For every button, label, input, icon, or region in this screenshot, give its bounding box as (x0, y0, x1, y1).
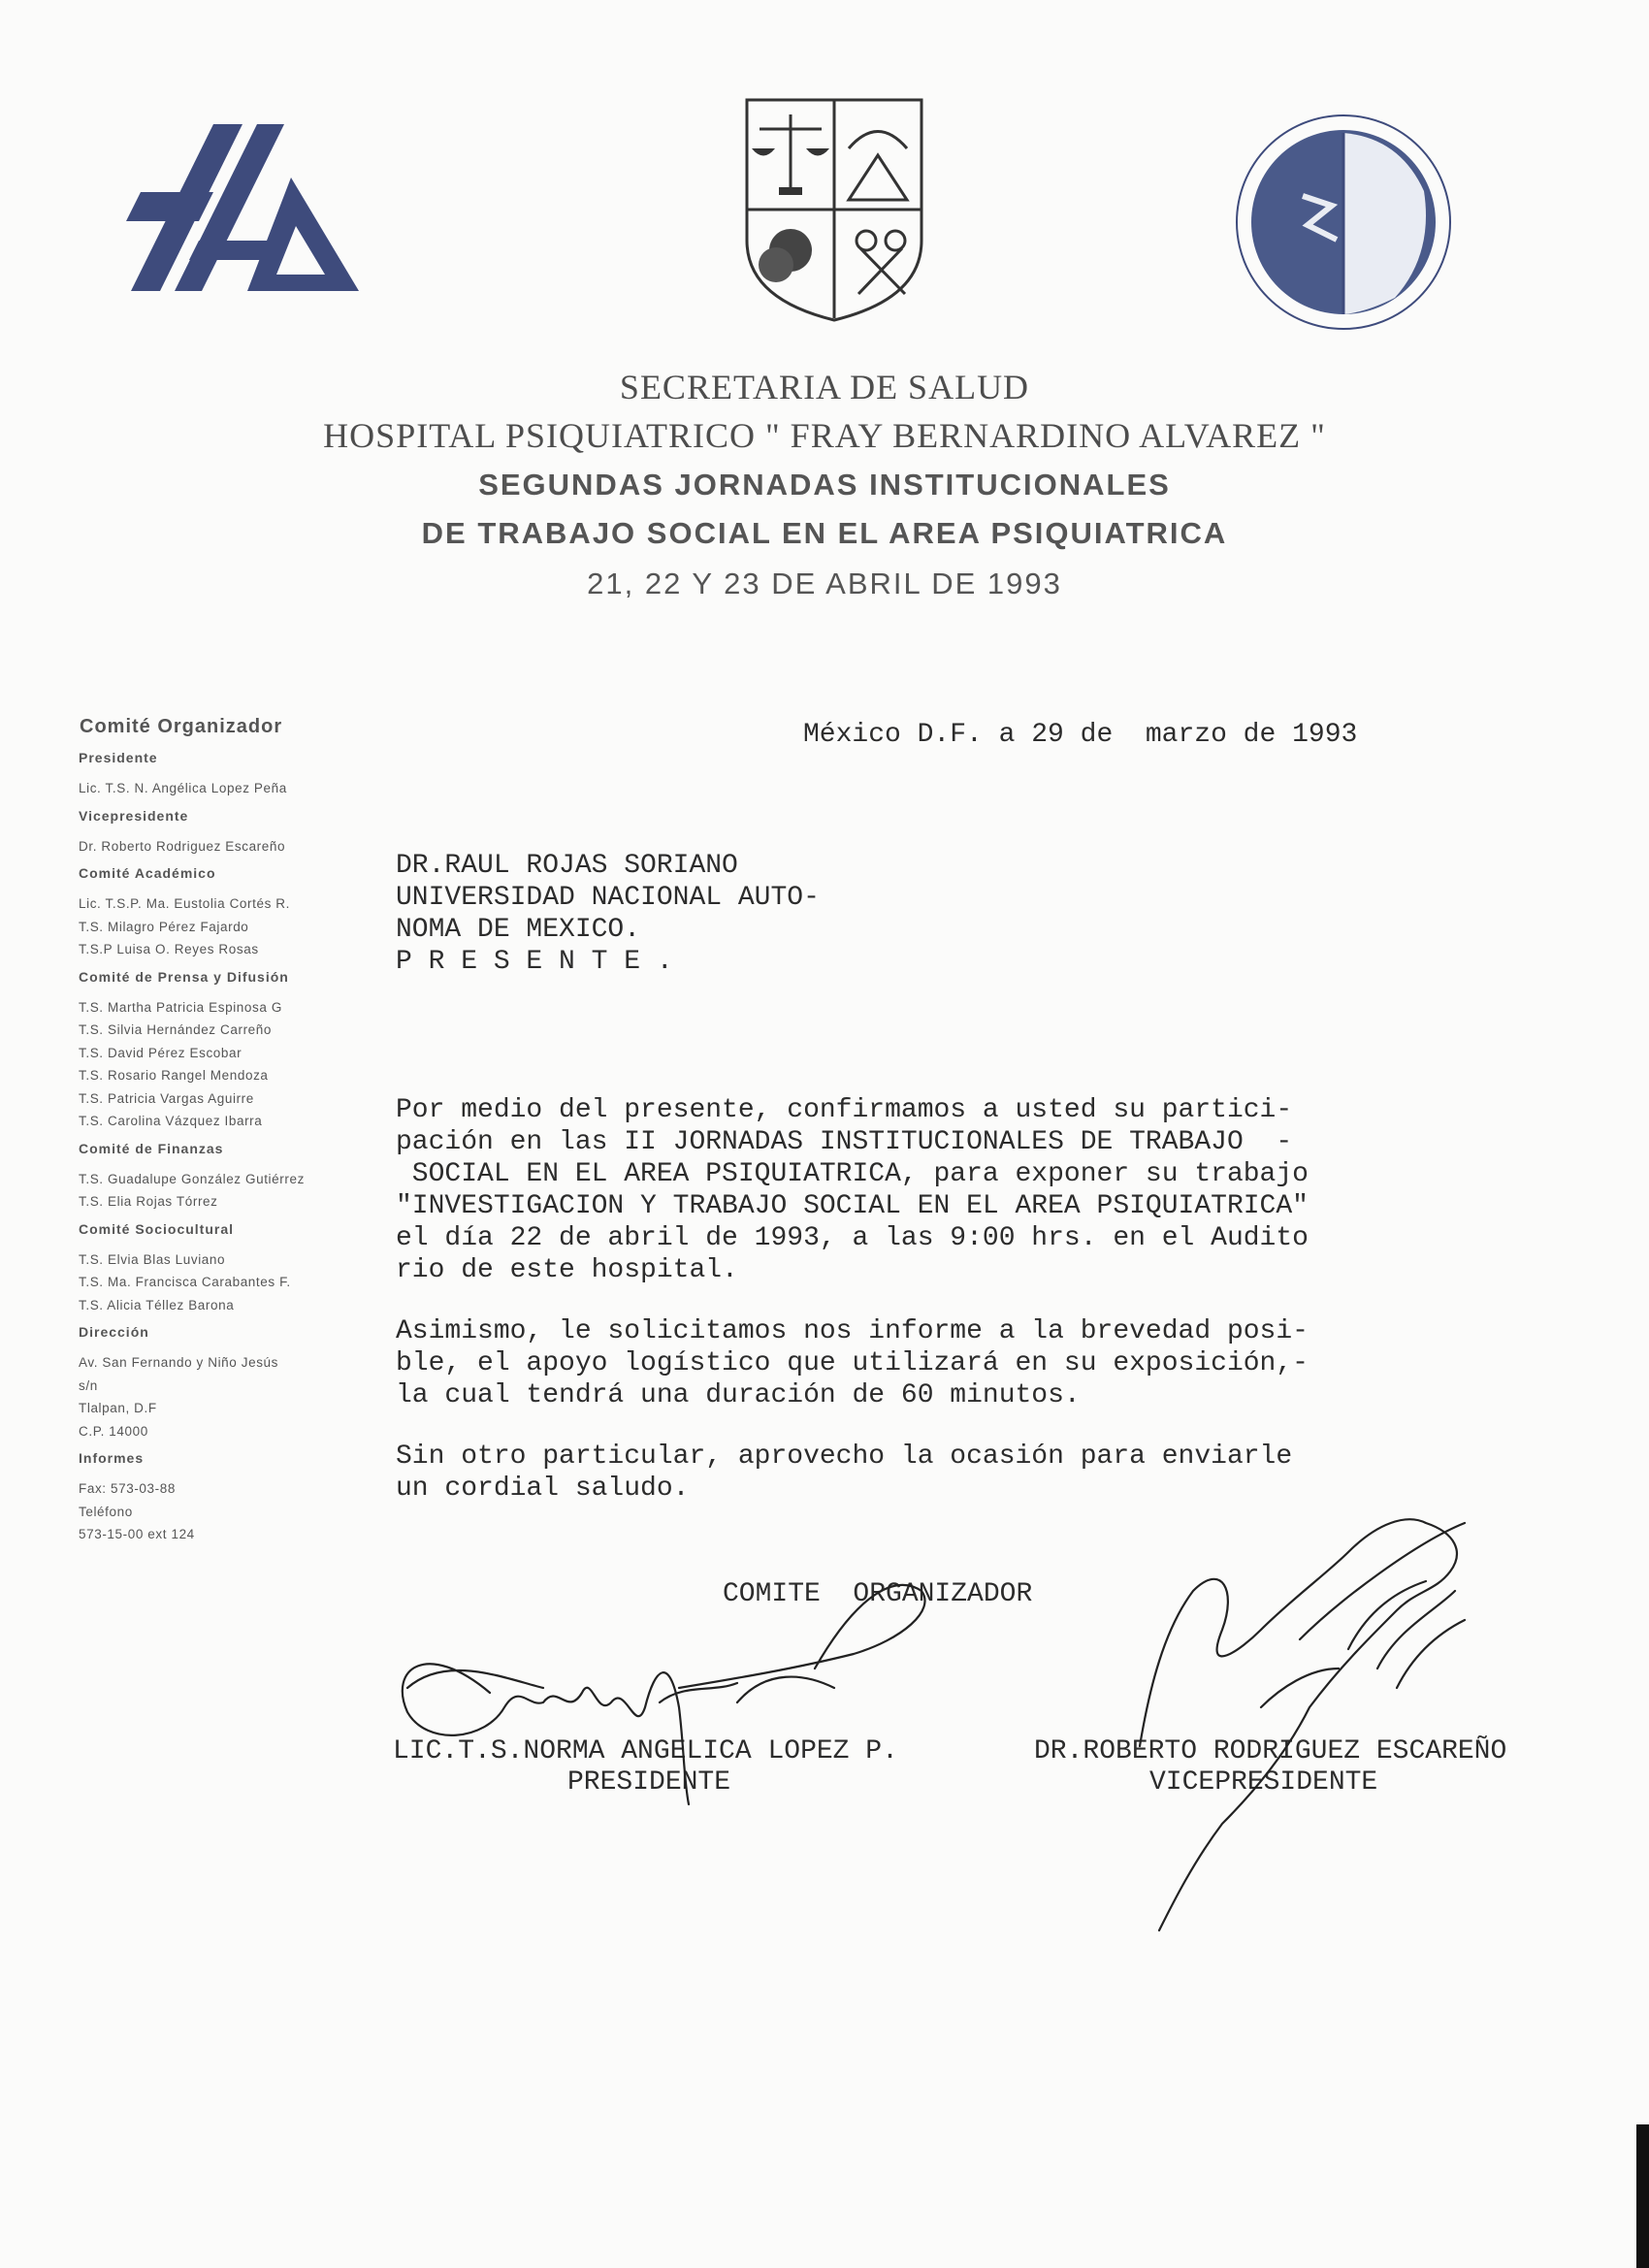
committee-member: Teléfono (79, 1504, 133, 1519)
committee-member: C.P. 14000 (79, 1423, 148, 1439)
letter-body (396, 1094, 1309, 1534)
letterhead-event-dates: 21, 22 Y 23 DE ABRIL DE 1993 (587, 567, 1062, 600)
committee-member: T.S. Elvia Blas Luviano (79, 1251, 226, 1267)
hospital-seal-logo (1230, 109, 1458, 337)
committee-member: T.S. Silvia Hernández Carreño (79, 1022, 272, 1037)
signer-left-name: LIC.T.S.NORMA ANGELICA LOPEZ P. (393, 1736, 898, 1766)
recipient-block (396, 850, 820, 978)
recipient-line: P R E S E N T E . (396, 947, 673, 977)
committee-member: T.S. Ma. Francisca Carabantes F. (79, 1275, 291, 1289)
committee-member: Lic. T.S.P. Ma. Eustolia Cortés R. (79, 896, 290, 911)
committee-section-title: Comité Sociocultural (79, 1220, 235, 1237)
committee-member: Av. San Fernando y Niño Jesús (79, 1355, 279, 1370)
committee-member: T.S. Patricia Vargas Aguirre (79, 1090, 254, 1106)
body-paragraph (396, 1094, 1309, 1286)
committee-section-title: Comité de Finanzas (79, 1140, 224, 1156)
committee-member: T.S. Milagro Pérez Fajardo (79, 919, 249, 934)
body-line: un cordial saludo. (396, 1474, 690, 1504)
committee-member: 573-15-00 ext 124 (79, 1527, 195, 1541)
committee-member: Tlalpan, D.F (79, 1401, 157, 1415)
committee-member: T.S. Guadalupe González Gutiérrez (79, 1171, 305, 1186)
committee-member: Dr. Roberto Rodriguez Escareño (79, 838, 286, 854)
committee-section (76, 808, 386, 859)
body-paragraph (396, 1315, 1309, 1411)
closing-committee: COMITE ORGANIZADOR (723, 1579, 1033, 1609)
signer-left-title: PRESIDENTE (567, 1767, 731, 1798)
body-line: SOCIAL EN EL AREA PSIQUIATRICA, para exponer su trabajo (396, 1159, 1309, 1189)
committee-member: T.S.P Luisa O. Reyes Rosas (79, 942, 259, 956)
body-line: la cual tendrá una duración de 60 minutos. (396, 1380, 1081, 1410)
letterhead-event-title: SEGUNDAS JORNADAS INSTITUCIONALES (478, 468, 1171, 502)
hospital-shield-logo (742, 95, 926, 323)
committee-section-title: Informes (79, 1450, 145, 1466)
committee-member: Lic. T.S. N. Angélica Lopez Peña (79, 781, 287, 795)
committee-section (76, 969, 386, 1133)
committee-member: Fax: 573-03-88 (79, 1481, 176, 1496)
body-paragraph (396, 1441, 1309, 1505)
committee-member: T.S. Martha Patricia Espinosa G (79, 999, 282, 1015)
letterhead-hospital: HOSPITAL PSIQUIATRICO " FRAY BERNARDINO ALVAREZ " (323, 416, 1326, 455)
committee-section (76, 1221, 386, 1317)
letter-date: México D.F. a 29 de marzo de 1993 (803, 720, 1358, 750)
committee-section-title: Vicepresidente (79, 807, 189, 824)
body-line: "INVESTIGACION Y TRABAJO SOCIAL EN EL AREA PSIQUIATRICA" (396, 1191, 1309, 1221)
body-line: rio de este hospital. (396, 1255, 738, 1285)
committee-section (76, 865, 386, 961)
committee-section-title: Comité Académico (79, 865, 216, 881)
signer-right-name: DR.ROBERTO RODRIGUEZ ESCAREÑO (1034, 1736, 1507, 1766)
body-line: ble, el apoyo logístico que utilizará en su exposición,- (396, 1348, 1309, 1378)
committee-member: T.S. Alicia Téllez Barona (79, 1297, 235, 1312)
body-line: el día 22 de abril de 1993, a las 9:00 hrs. en el Audito (396, 1223, 1309, 1253)
committee-section (76, 1324, 386, 1442)
committee-section (76, 1141, 386, 1214)
committee-section (76, 1450, 386, 1546)
committee-section-title: Dirección (79, 1324, 149, 1340)
committee-member: s/n (79, 1377, 98, 1393)
ssa-logo (121, 124, 359, 291)
committee-section-title: Comité de Prensa y Difusión (79, 968, 289, 985)
letterhead-ministry: SECRETARIA DE SALUD (619, 368, 1030, 406)
committee-title: Comité Organizador (80, 716, 283, 737)
committee-member: T.S. Carolina Vázquez Ibarra (79, 1114, 263, 1128)
signature-right (1140, 1519, 1465, 1930)
committee-member: T.S. Elia Rojas Tórrez (79, 1194, 218, 1209)
body-line: pación en las II JORNADAS INSTITUCIONALES DE TRABAJO - (396, 1127, 1293, 1157)
signer-right-title: VICEPRESIDENTE (1149, 1767, 1378, 1798)
committee-member: T.S. Rosario Rangel Mendoza (79, 1068, 269, 1083)
committee-section-title: Presidente (79, 750, 158, 765)
body-line: Sin otro particular, aprovecho la ocasión para enviarle (396, 1442, 1293, 1472)
letterhead-event-subtitle: DE TRABAJO SOCIAL EN EL AREA PSIQUIATRICA (421, 516, 1228, 550)
body-line: Por medio del presente, confirmamos a usted su partici- (396, 1095, 1293, 1125)
recipient-line: NOMA DE MEXICO. (396, 915, 641, 945)
committee-member: T.S. David Pérez Escobar (79, 1045, 242, 1060)
recipient-line: DR.RAUL ROJAS SORIANO (396, 851, 738, 881)
scan-edge-bar (1636, 2124, 1649, 2268)
recipient-line: UNIVERSIDAD NACIONAL AUTO- (396, 883, 820, 913)
committee-sections (76, 750, 386, 1546)
committee-sidebar (76, 716, 386, 1552)
body-line: Asimismo, le solicitamos nos informe a la brevedad posi- (396, 1316, 1309, 1346)
committee-section (76, 750, 386, 800)
